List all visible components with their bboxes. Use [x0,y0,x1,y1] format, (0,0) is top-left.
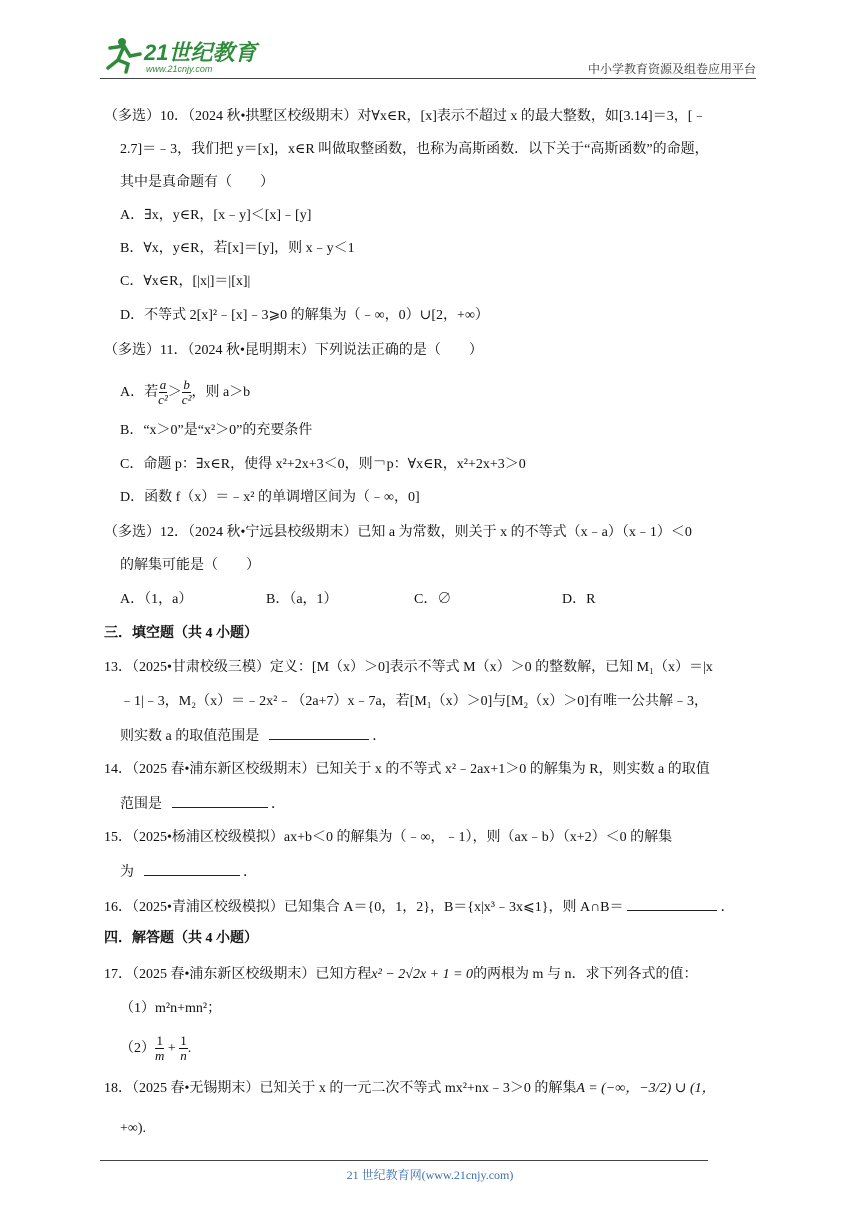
q15-line2: 为 ． [120,865,257,880]
q17-equation: x² − 2√2x + 1 = 0 [371,967,474,982]
header-divider [100,78,756,79]
q13-line2: ﹣1|﹣3，M₂（x）＝﹣2x²﹣（2a+7）x﹣7a，若[M₁（x）＞0]与[M₂（x）＞0]有唯一公共解﹣3， [120,694,708,709]
q16-line1: 16．（2025•青浦区校级模拟）已知集合 A＝{0，1，2}，B＝{x|x³﹣3x⩽1}，则 A∩B＝ ． [104,900,735,915]
q15-line1: 15．（2025•杨浦区校级模拟）ax+b＜0 的解集为（﹣∞，﹣1），则（ax﹣b）（x+2）＜0 的解集 [104,830,673,845]
svg-text:www.21cnjy.com: www.21cnjy.com [146,64,213,74]
q10-option-d: D．不等式 2[x]²﹣[x]﹣3⩾0 的解集为（﹣∞，0）∪[2，+∞） [120,308,489,323]
q11-a-suffix: ，则 a＞b [191,385,251,400]
q17-line1-suffix: 的两根为 m 与 n．求下列各式的值： [473,967,698,982]
answer-blank[interactable] [144,863,240,876]
q18-line1 [104,1080,716,1098]
page-header [96,30,756,80]
q10-line3: 其中是真命题有（ ） [120,175,274,190]
q14-line2: 范围是 ． [120,797,285,812]
q18-line1-prefix: 18．（2025 春•无锡期末）已知关于 x 的一元二次不等式 mx²+nx﹣3＞0 的解集 [104,1081,577,1096]
answer-blank[interactable] [172,795,268,808]
q12-line2: 的解集可能是（ ） [120,558,260,573]
q18-line2: +∞). [120,1121,147,1136]
q10-option-a: A．∃x，y∈R，[x﹣y]＜[x]﹣[y] [120,208,312,223]
q17-line1 [104,966,697,984]
footer-divider [100,1160,708,1161]
q11-option-b: B．“x＞0”是“x²＞0”的充要条件 [120,423,313,438]
fraction-1-over-m: $\frac{1}{m}$ [155,1033,165,1064]
logo-icon [96,34,266,74]
q12-option-d: D．R [562,592,596,607]
q11-option-a: A．若 $\frac{a}{\text{c²}}$ ＞ $\frac{b}{\text{c²}}$ ，则 a＞b [120,377,251,408]
q10-option-c: C．∀x∈R，[|x|]＝|[x]| [120,274,251,289]
q11-option-c: C．命题 p：∃x∈R，使得 x²+2x+3＜0，则￢p：∀x∈R，x²+2x+3＞0 [120,457,526,472]
q13-line3-text: 则实数 a 的取值范围是 [120,729,260,744]
q18-solution-set: A = (−∞，−3/2) ∪ (1， [576,1081,716,1096]
q13-line3: 则实数 a 的取值范围是 ． [120,729,387,744]
answer-blank[interactable] [627,898,717,911]
page-footer: 21 世纪教育网(www.21cnjy.com) [346,1168,514,1182]
q10-option-b: B．∀x，y∈R，若[x]＝[y]，则 x﹣y＜1 [120,241,355,256]
fraction-a-over-c2: $\frac{a}{\text{c²}}$ [158,377,168,408]
q14-line1: 14．（2025 春•浦东新区校级期末）已知关于 x 的不等式 x²﹣2ax+1＞0 的解集为 R，则实数 a 的取值 [104,762,710,777]
q12-line1: （多选）12．（2024 秋•宁远县校级期末）已知 a 为常数，则关于 x 的不等式（x﹣a）（x﹣1）＜0 [104,525,692,540]
q13-line1: 13．（2025•甘肃校级三模）定义：[M（x）＞0]表示不等式 M（x）＞0 的整数解，已知 M₁（x）＝|x [104,660,713,675]
q17-part1: （1）m²n+mn²； [120,1001,222,1016]
q17-part2-prefix: （2） [120,1041,155,1056]
q10-line1: （多选）10．（2024 秋•拱墅区校级期末）对∀x∈R，[x]表示不超过 x 的最大整数，如[3.14]＝3，[﹣ [104,109,707,124]
platform-title: 中小学教育资源及组卷应用平台 [587,62,756,76]
q14-line2-text: 范围是 [120,797,162,812]
fraction-b-over-c2: $\frac{b}{\text{c²}}$ [181,377,192,408]
fraction-1-over-n: $\frac{1}{n}$ [180,1033,187,1064]
q10-line2: 2.7]＝﹣3，我们把 y＝[x]，x∈R 叫做取整函数，也称为高斯函数．以下关于“高斯函数”的命题， [120,142,709,157]
section-answer-heading: 四．解答题（共 4 小题） [104,931,258,946]
q12-option-a: A．（1，a） [120,592,193,607]
section-fill-in-heading: 三．填空题（共 4 小题） [104,626,258,641]
q11-line1: （多选）11．（2024 秋•昆明期末）下列说法正确的是（ ） [104,343,483,358]
q12-option-b: B．（a，1） [266,592,338,607]
answer-blank[interactable] [269,727,369,740]
q11-a-prefix: A．若 [120,385,159,400]
q12-option-c: C．∅ [414,592,452,607]
q17-line1-prefix: 17．（2025 春•浦东新区校级期末）已知方程 [104,967,372,982]
q15-line2-text: 为 [120,865,134,880]
q11-option-d: D．函数 f（x）＝﹣x² 的单调增区间为（﹣∞，0] [120,490,420,505]
svg-text:21世纪教育: 21世纪教育 [144,40,257,65]
q17-part2: （2） $\frac{1}{m}$ + $\frac{1}{n}$ . [120,1033,192,1064]
q16-line1-text: 16．（2025•青浦区校级模拟）已知集合 A＝{0，1，2}，B＝{x|x³﹣3x⩽1}，则 A∩B＝ [104,900,624,915]
